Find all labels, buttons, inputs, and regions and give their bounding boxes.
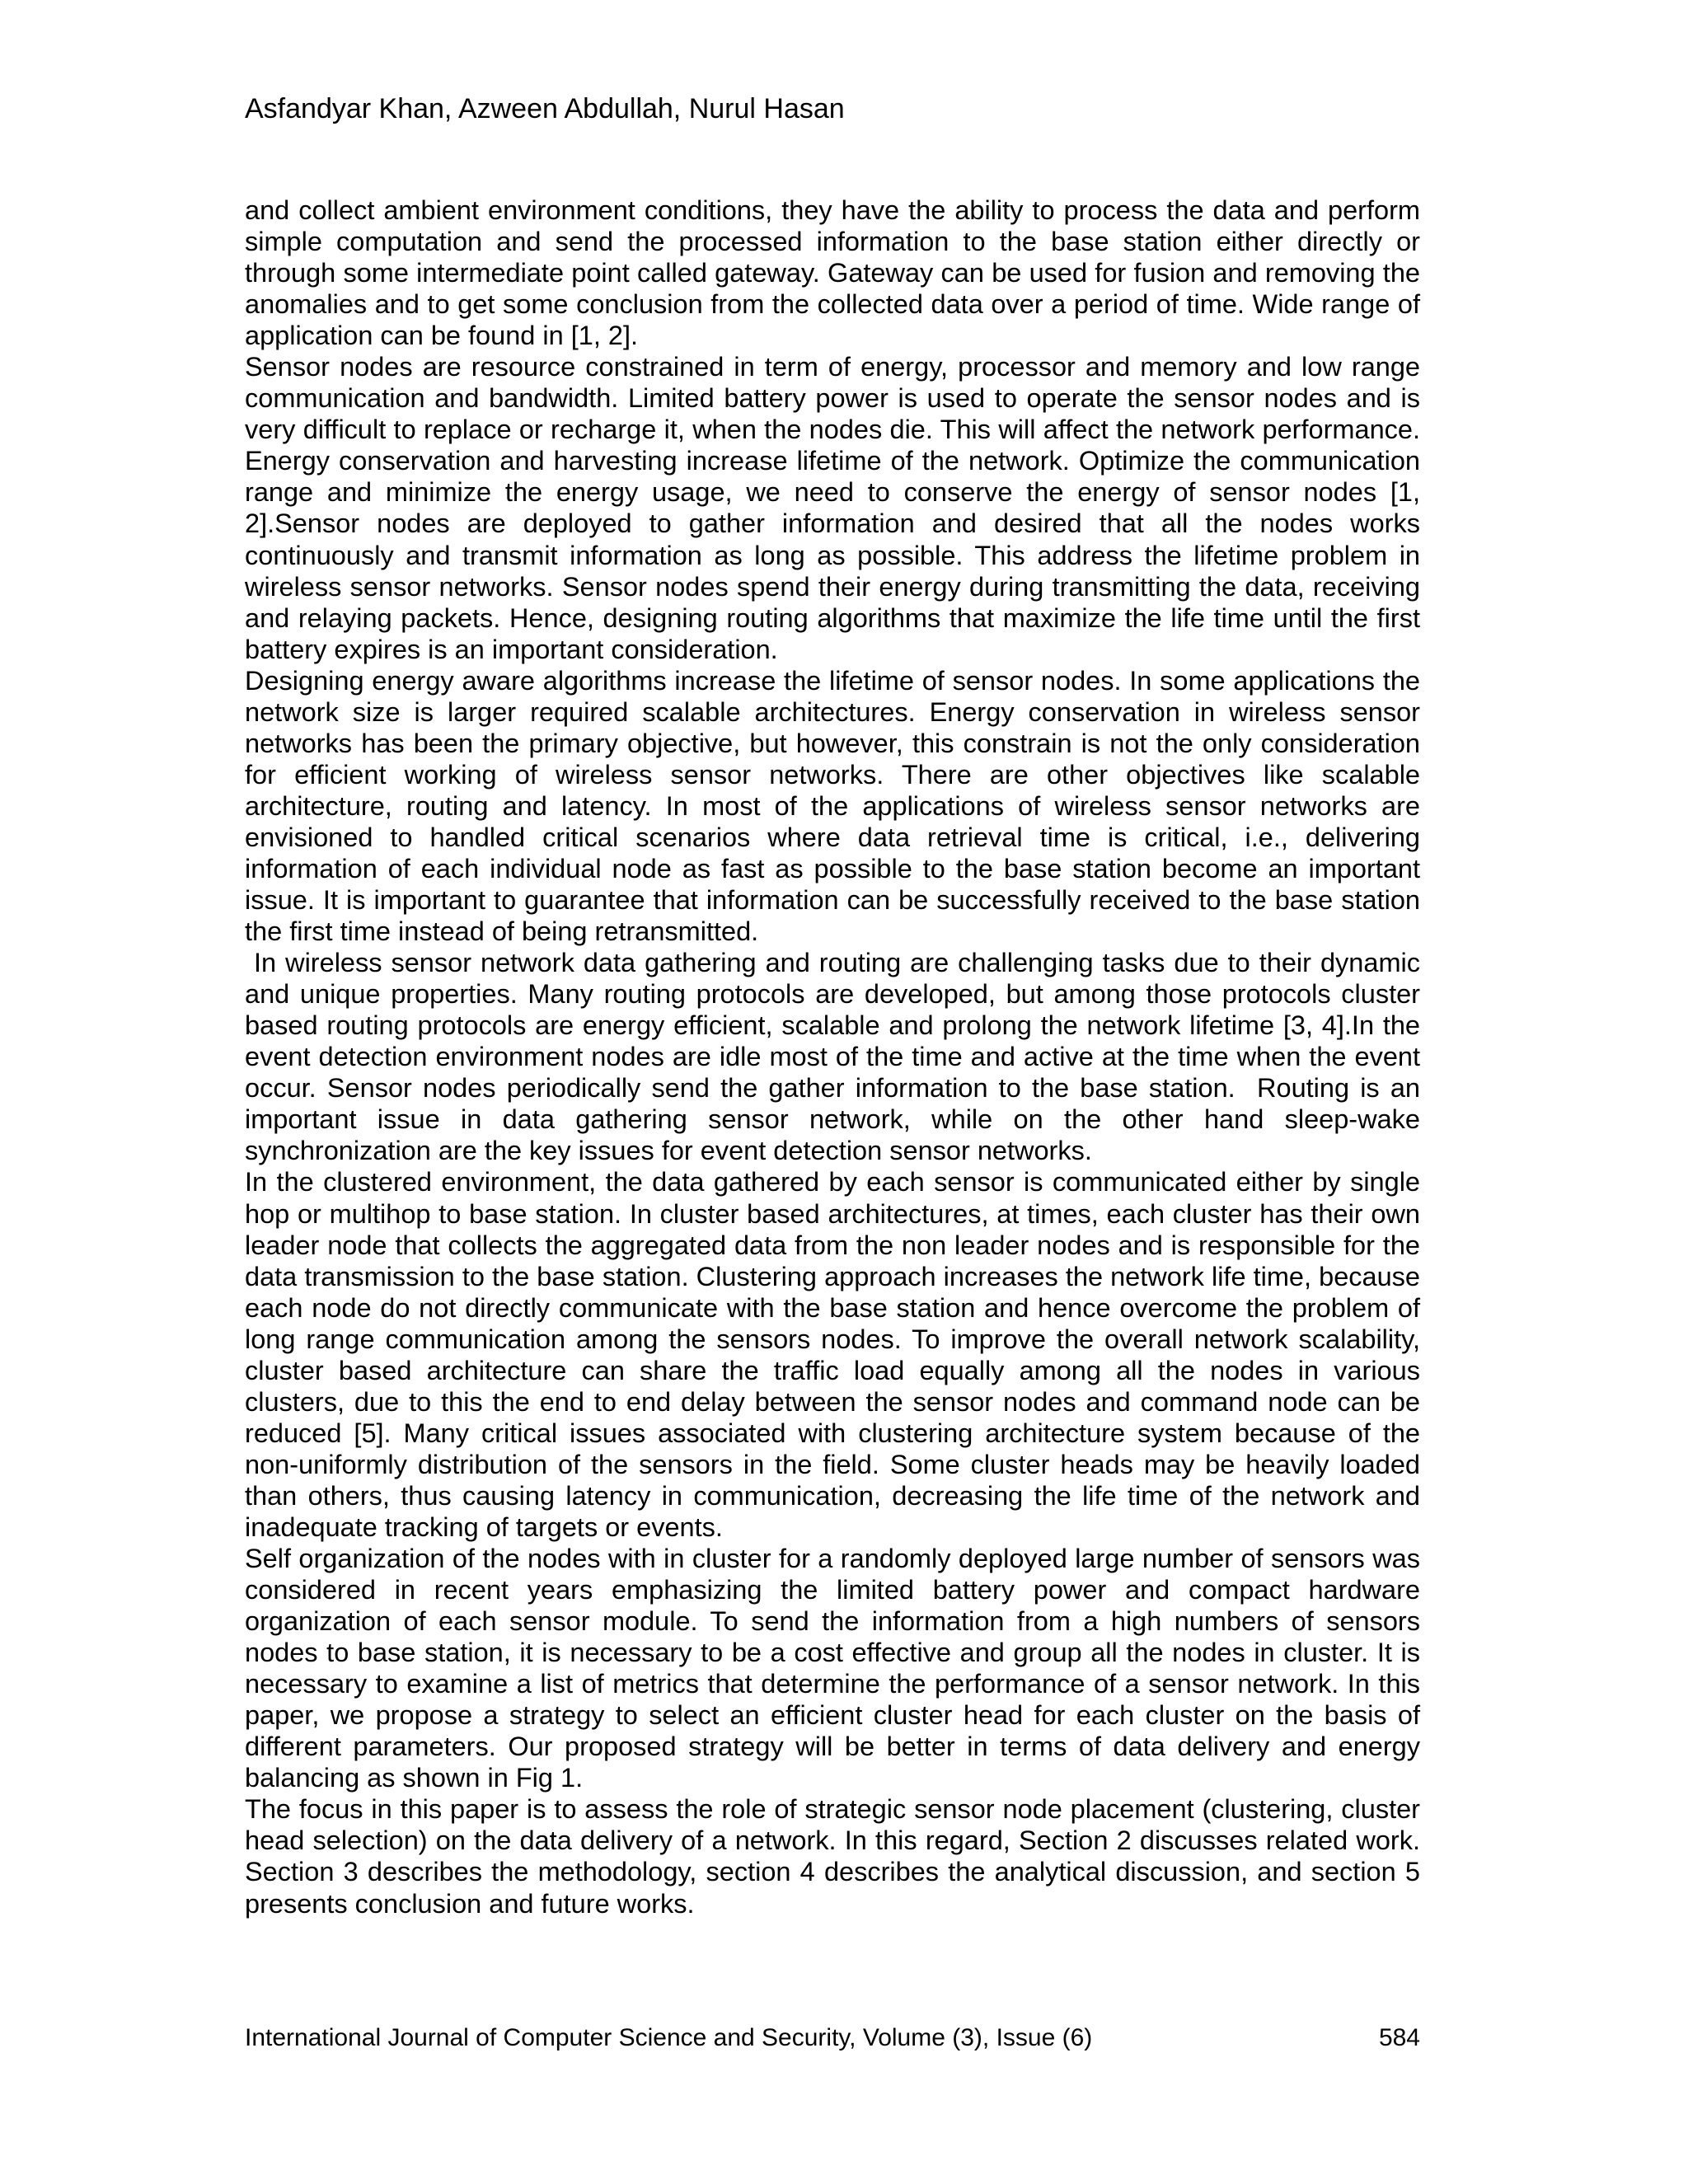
paragraph: The focus in this paper is to assess the role of strategic sensor node placement (clustering, cluster head selection) on the data delivery of a network. In this regard, Section 2 discusses related work. Section 3 describes the methodology, section 4 describes the analytical discussion, and section 5 presents conclusion and future works.	[245, 1794, 1420, 1919]
running-head-authors: Asfandyar Khan, Azween Abdullah, Nurul Hasan	[245, 93, 845, 124]
journal-citation: International Journal of Computer Science and Security, Volume (3), Issue (6)	[245, 2024, 1093, 2051]
paragraph: Sensor nodes are resource constrained in term of energy, processor and memory and low range communication and bandwidth. Limited battery power is used to operate the sensor nodes and is very difficult to replace or recharge it, when the nodes die. This will affect the network performance. Energy conservation and harvesting increase lifetime of the network. Optimize the communication range and minimize the energy usage, we need to conserve the energy of sensor nodes [1, 2].Sensor nodes are deployed to gather information and desired that all the nodes works continuously and transmit information as long as possible. This address the lifetime problem in wireless sensor networks. Sensor nodes spend their energy during transmitting the data, receiving and relaying packets. Hence, designing routing algorithms that maximize the life time until the first battery expires is an important consideration.	[245, 352, 1420, 664]
page-number: 584	[1378, 2024, 1420, 2051]
paragraph: Self organization of the nodes with in cluster for a randomly deployed large number of sensors was considered in recent years emphasizing the limited battery power and compact hardware organization of each sensor module. To send the information from a high numbers of sensors nodes to base station, it is necessary to be a cost effective and group all the nodes in cluster. It is necessary to examine a list of metrics that determine the performance of a sensor network. In this paper, we propose a strategy to select an efficient cluster head for each cluster on the basis of different parameters. Our proposed strategy will be better in terms of data delivery and energy balancing as shown in Fig 1.	[245, 1544, 1420, 1793]
paragraph: In the clustered environment, the data gathered by each sensor is communicated either by single hop or multihop to base station. In cluster based architectures, at times, each cluster has their own leader node that collects the aggregated data from the non leader nodes and is responsible for the data transmission to the base station. Clustering approach increases the network life time, because each node do not directly communicate with the base station and hence overcome the problem of long range communication among the sensors nodes. To improve the overall network scalability, cluster based architecture can share the traffic load equally among all the nodes in various clusters, due to this the end to end delay between the sensor nodes and command node can be reduced [5]. Many critical issues associated with clustering architecture system because of the non-uniformly distribution of the sensors in the field. Some cluster heads may be heavily loaded than others, thus causing latency in communication, decreasing the life time of the network and inadequate tracking of targets or events.	[245, 1167, 1420, 1542]
paragraph: Designing energy aware algorithms increase the lifetime of sensor nodes. In some applications the network size is larger required scalable architectures. Energy conservation in wireless sensor networks has been the primary objective, but however, this constrain is not the only consideration for efficient working of wireless sensor networks. There are other objectives like scalable architecture, routing and latency. In most of the applications of wireless sensor networks are envisioned to handled critical scenarios where data retrieval time is critical, i.e., delivering information of each individual node as fast as possible to the base station become an important issue. It is important to guarantee that information can be successfully received to the base station the first time instead of being retransmitted.	[245, 665, 1420, 947]
paragraph: and collect ambient environment conditions, they have the ability to process the data and perform simple computation and send the processed information to the base station either directly or through some intermediate point called gateway. Gateway can be used for fusion and removing the anomalies and to get some conclusion from the collected data over a period of time. Wide range of application can be found in [1, 2].	[245, 195, 1420, 351]
body-text	[245, 194, 1428, 1919]
page-footer	[245, 2023, 1420, 2053]
paragraph: In wireless sensor network data gathering and routing are challenging tasks due to their dynamic and unique properties. Many routing protocols are developed, but among those protocols cluster based routing protocols are energy efficient, scalable and prolong the network lifetime [3, 4].In the event detection environment nodes are idle most of the time and active at the time when the event occur. Sensor nodes periodically send the gather information to the base station. Routing is an important issue in data gathering sensor network, while on the other hand sleep-wake synchronization are the key issues for event detection sensor networks.	[245, 948, 1428, 1166]
